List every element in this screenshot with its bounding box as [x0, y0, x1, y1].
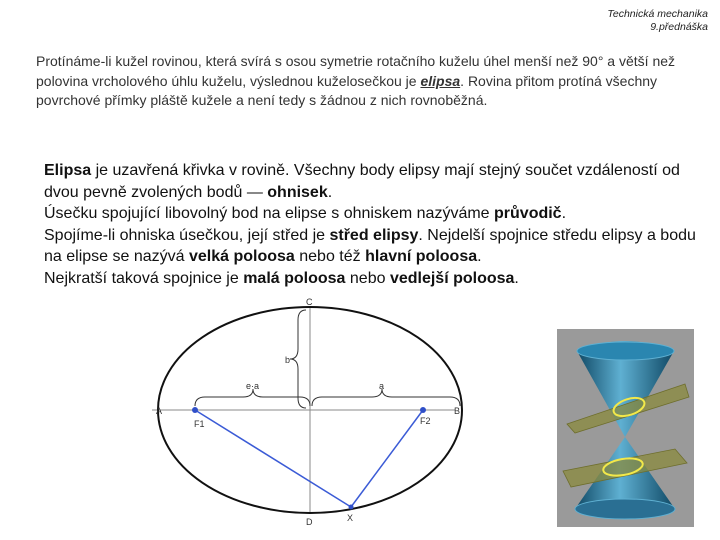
- definition-text: .: [477, 248, 482, 266]
- intro-text-before: Protínáme-li kužel rovinou, která svírá s osou symetrie rotačního kuželu úhel menší než 90° a větší než polovina vrcholového úhlu kuželu, výslednou kuželosečkou je: [36, 53, 676, 89]
- definition-text: .: [327, 183, 333, 201]
- intro-term-elipsa: elipsa: [420, 72, 461, 89]
- intro-paragraph: [36, 52, 676, 111]
- definition-text: nebo též: [294, 248, 366, 266]
- term-hlavni-poloosa: hlavní poloosa: [365, 248, 478, 266]
- brace-a: [312, 389, 460, 406]
- term-stred-elipsy: střed elipsy: [329, 226, 419, 244]
- term-velka-poloosa: velká poloosa: [188, 248, 295, 266]
- label-b-vertex: B: [454, 406, 461, 416]
- definition-text: Úsečku spojující libovolný bod na elipse s ohniskem nazýváme: [44, 205, 495, 223]
- focus-point-f2: [420, 407, 426, 413]
- label-c-vertex: C: [306, 297, 313, 307]
- label-a-semiaxis: a: [379, 381, 385, 391]
- label-f2: F2: [420, 416, 431, 426]
- ellipse-diagram: [150, 293, 470, 533]
- lecture-number: 9.přednáška: [650, 21, 708, 33]
- label-b-semiaxis: b: [285, 355, 291, 365]
- definition-text: Nejkratší taková spojnice je: [44, 269, 244, 287]
- definition-text: .: [561, 205, 567, 223]
- radius-vector-f2: [351, 410, 423, 507]
- definition-sentence-1: [44, 160, 704, 203]
- definition-text: Spojíme-li ohniska úsečkou, její střed je: [44, 226, 330, 244]
- definition-text: je uzavřená křivka v rovině. Všechny body elipsy mají stejný součet vzdáleností od dvou pevně zvolených bodů —: [44, 162, 680, 201]
- header: [607, 8, 708, 34]
- label-x: X: [347, 513, 354, 523]
- definition-sentence-3: [44, 225, 704, 268]
- term-vedlejsi-poloosa: vedlejší poloosa: [389, 269, 515, 287]
- label-ea: e·a: [246, 381, 260, 391]
- definitions-paragraph: [44, 160, 704, 290]
- definition-text: nebo: [345, 269, 390, 287]
- term-pruvodic: průvodič: [494, 205, 562, 223]
- definition-text: . Nejdelší spojnice středu elipsy a bodu na elipse se nazývá: [44, 226, 696, 266]
- term-ohnisek: ohnisek: [267, 183, 328, 201]
- term-mala-poloosa: malá poloosa: [243, 269, 346, 287]
- upper-cone-rim: [577, 342, 674, 360]
- definition-sentence-2: [44, 203, 704, 225]
- brace-ea: [195, 389, 310, 406]
- label-a-vertex: A: [156, 406, 163, 416]
- course-title: Technická mechanika: [607, 8, 708, 20]
- definition-sentence-4: [44, 268, 704, 290]
- definition-text: .: [514, 269, 519, 287]
- label-f1: F1: [194, 419, 205, 429]
- brace-b: [290, 310, 306, 408]
- point-x: [349, 505, 354, 510]
- double-cone-section-icon: [557, 329, 694, 527]
- lower-cone-rim: [575, 499, 675, 519]
- label-d-vertex: D: [306, 517, 313, 527]
- term-elipsa: Elipsa: [44, 162, 92, 179]
- intro-text-after: . Rovina přitom protíná všechny povrchové přímky pláště kužele a není tedy s žádnou z nich rovnoběžná.: [36, 72, 658, 108]
- focus-point-f1: [192, 407, 198, 413]
